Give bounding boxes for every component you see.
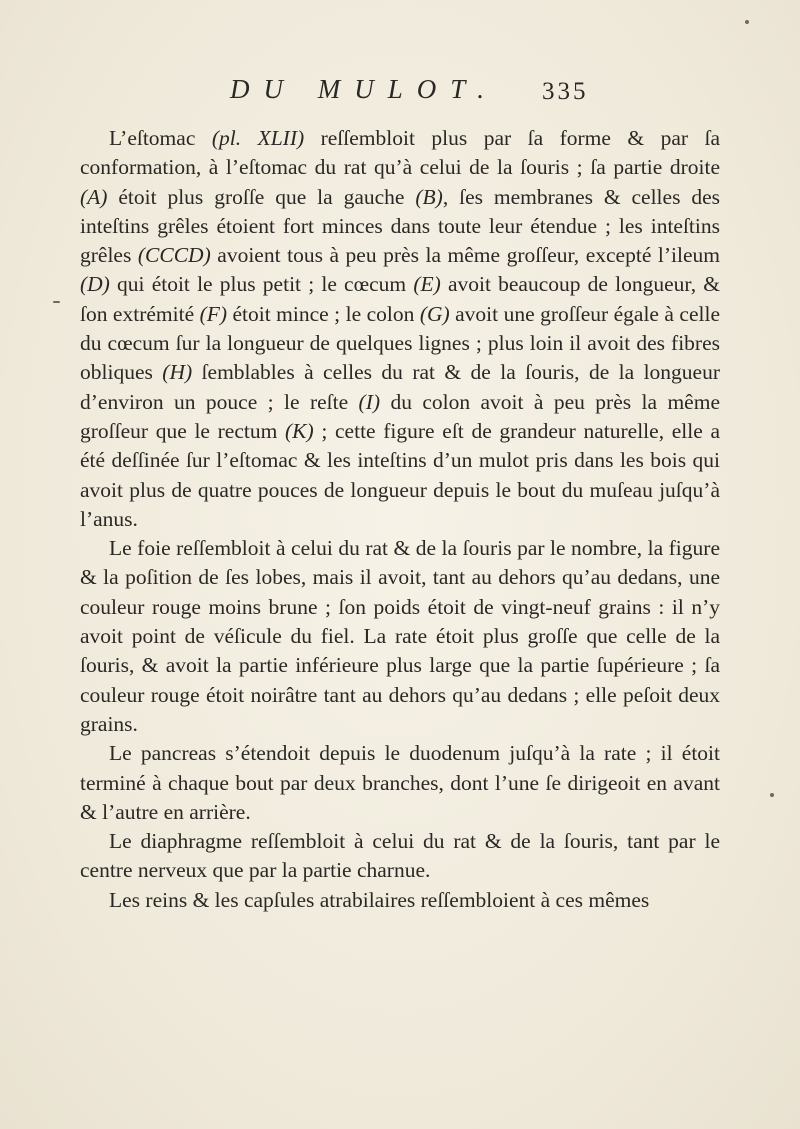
figure-reference: (E) xyxy=(413,272,441,297)
page-number: 335 xyxy=(542,78,589,105)
text-run: Le pancreas s’étendoit depuis le duodenum juſqu’à la rate ; il étoit terminé à chaque bout par deux branches, dont l’une ſe dirigeoit en avant & l’autre en arrière. xyxy=(80,741,720,824)
paragraph-kidneys xyxy=(80,886,720,915)
text-run: qui étoit le plus petit ; le cœcum xyxy=(109,272,414,297)
text-run: étoit plus groſſe que la gauche xyxy=(107,184,416,209)
figure-reference: (A) xyxy=(80,184,108,209)
text-run: du colon avoit à peu près la même groſſeur que le rectum xyxy=(80,389,720,443)
body-text xyxy=(80,124,720,915)
figure-reference: (F) xyxy=(199,301,228,326)
text-run: L’eſtomac xyxy=(109,126,212,150)
text-run: avoit une groſſeur égale à celle du cœcum ſur la longueur de quelques lignes ; plus loin il avoit des fibres obliques xyxy=(80,301,720,385)
text-run: Le diaphragme reſſembloit à celui du rat & de la ſouris, tant par le centre nerveux que par la partie charnue. xyxy=(80,829,720,883)
text-run: Les reins & les capſules atrabilaires reſſembloient à ces mêmes xyxy=(109,887,650,912)
figure-reference: (I) xyxy=(358,389,381,414)
paragraph-stomach-intestines xyxy=(80,124,720,534)
running-head xyxy=(0,74,800,114)
text-run: avoit beaucoup de longueur, & ſon extrémité xyxy=(80,272,720,326)
figure-reference: (CCCD) xyxy=(137,243,211,268)
text-run: avoient tous à peu près la même groſſeur, excepté l’ileum xyxy=(210,243,720,268)
paragraph-liver-spleen xyxy=(80,534,720,739)
margin-speck xyxy=(53,301,60,303)
running-head-title: DU MULOT. xyxy=(230,74,499,104)
figure-reference: (D) xyxy=(80,272,110,297)
figure-reference: (H) xyxy=(162,360,193,385)
figure-reference: (pl. XLII) xyxy=(211,126,305,150)
text-run: étoit mince ; le colon xyxy=(227,301,420,326)
figure-reference: (G) xyxy=(419,301,450,326)
margin-speck xyxy=(770,793,774,797)
figure-reference: (B) xyxy=(415,184,443,209)
text-run: ſemblables à celles du rat & de la ſouris, de la longueur d’environ un pouce ; le reſte xyxy=(80,360,721,414)
text-run: ; cette figure eſt de grandeur naturelle, elle a été deſſinée ſur l’eſtomac & les inteſtins d’un mulot pris dans les bois qui avoit plus de quatre pouces de longueur depuis le bout du muſeau juſqu’à l’anus. xyxy=(80,418,720,531)
figure-reference: (K) xyxy=(285,418,314,443)
text-run: Le foie reſſembloit à celui du rat & de la ſouris par le nombre, la figure & la poſition de ſes lobes, mais il avoit, tant au dehors qu’au dedans, une couleur rouge moins brune ; ſon poids étoit de vingt-neuf grains : il n’y avoit point de véſicule du fiel. La rate étoit plus groſſe que celle de la ſouris, & avoit la partie inférieure plus large que la partie ſupérieure ; ſa couleur rouge étoit noirâtre tant au dehors qu’au dedans ; elle peſoit deux grains. xyxy=(80,536,720,736)
paragraph-pancreas xyxy=(80,739,720,827)
text-run: , ſes membranes & celles des inteſtins grêles étoient fort minces dans toute leur étendue ; les inteſtins grêles xyxy=(80,184,720,268)
paragraph-diaphragm xyxy=(80,827,720,886)
corner-speck xyxy=(745,20,749,24)
text-run: reſſembloit plus par ſa forme & par ſa conformation, à l’eſtomac du rat qu’à celui de la ſouris ; ſa partie droite xyxy=(80,126,721,180)
